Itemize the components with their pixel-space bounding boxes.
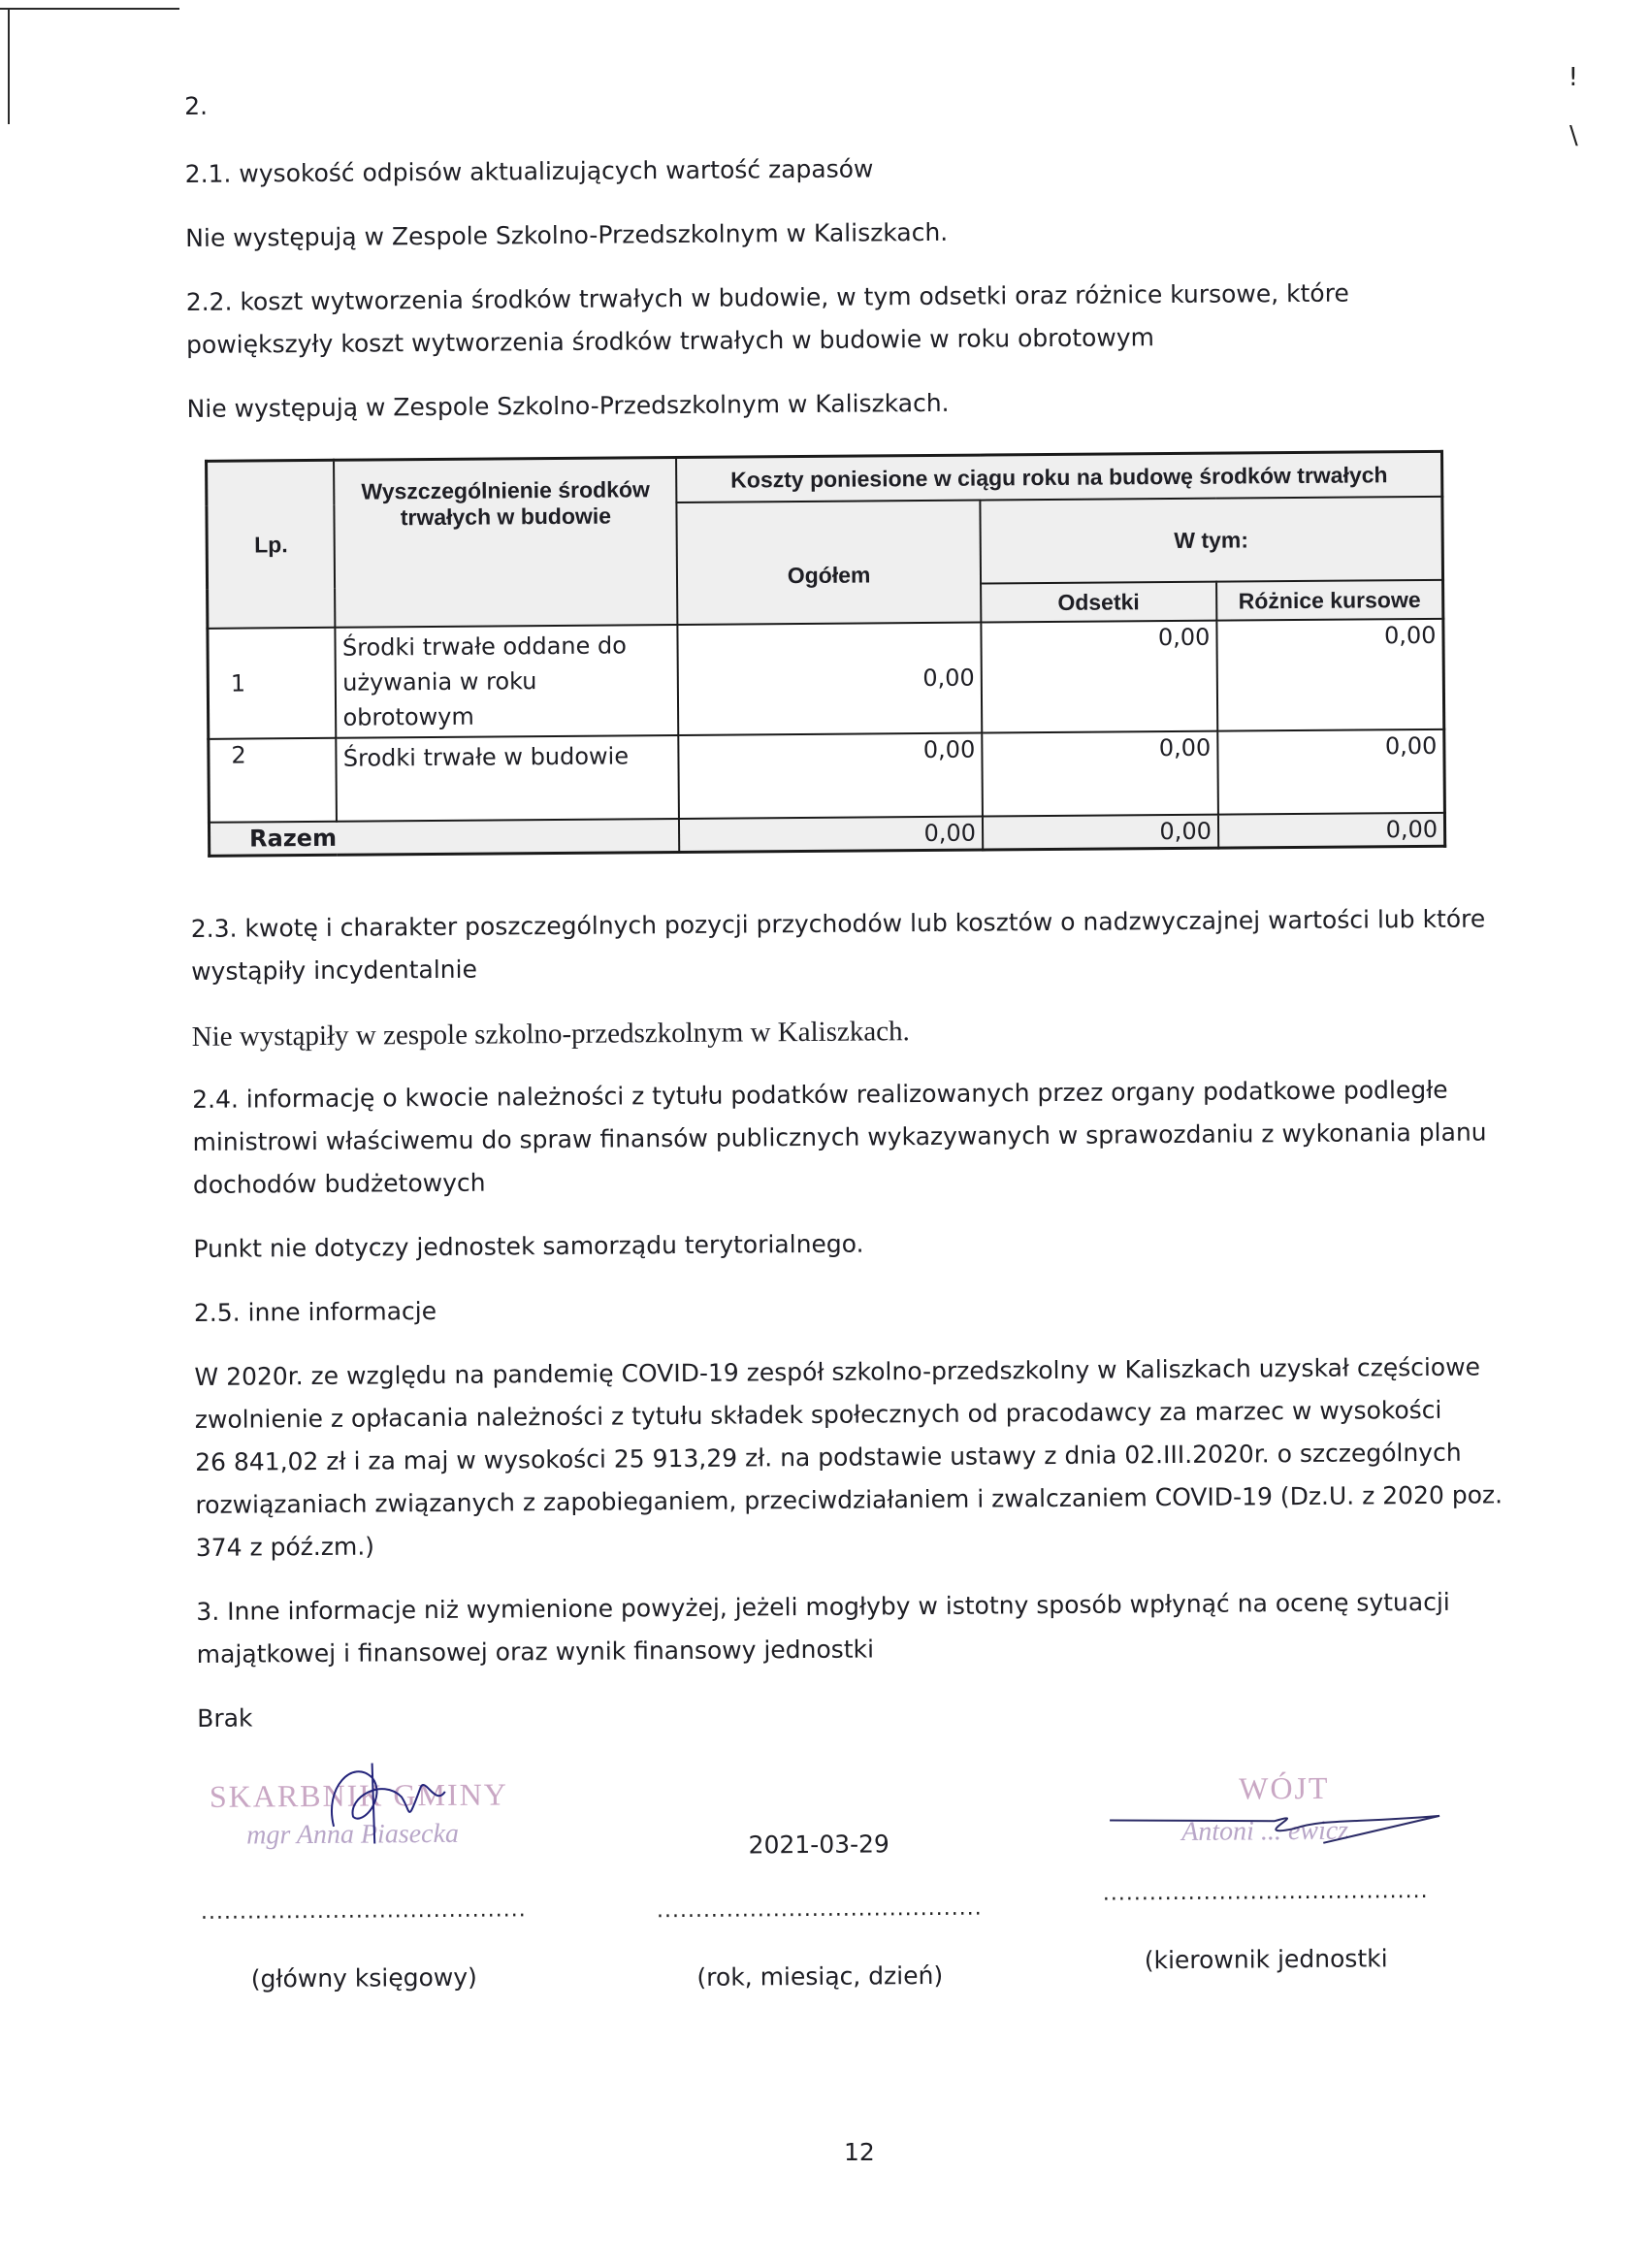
date-value: 2021-03-29 (748, 1830, 890, 1860)
signature-line-middle: .......................................... (656, 1895, 983, 1924)
header-costs: Koszty poniesione w ciągu roku na budowę środków trwałych (676, 451, 1441, 502)
table-row (208, 619, 1444, 739)
role-chief-accountant: (główny księgowy) (250, 1962, 477, 1993)
handwritten-signature-right (1081, 1789, 1449, 1850)
row-description-line: Środki trwałe oddane do (341, 632, 627, 662)
section-3-answer: Brak (197, 1703, 253, 1733)
row-description: Środki trwałe w budowie (337, 735, 680, 822)
row-total: 0,00 (679, 733, 983, 819)
total-label: Razem (209, 819, 679, 856)
row-description-line: używania w roku obrotowym (342, 667, 537, 731)
row-lp: 2 (209, 738, 338, 823)
signature-section (198, 1768, 1509, 2070)
scan-border-left (8, 8, 10, 124)
role-head-of-unit: (kierownik jednostki (1144, 1944, 1388, 1975)
header-total: Ogółem (677, 501, 981, 625)
scan-marks: ǃ \ (1569, 63, 1578, 150)
section-2-3-title-line-2: wystąpiły incydentalnie (191, 955, 477, 986)
section-2-1-title: 2.1. wysokość odpisów aktualizujących wartość zapasów (184, 154, 874, 188)
section-2-4-title-line-3: dochodów budżetowych (192, 1168, 486, 1199)
header-including: W tym: (980, 497, 1442, 584)
section-2-5-text-line: rozwiązaniach związanych z zapobieganiem, przeciwdziałaniem i zwalczaniem COVID-19 (Dz.U. z 2020 poz. (195, 1480, 1504, 1519)
row-total: 0,00 (678, 623, 982, 735)
section-2-2-title-line-1: 2.2. koszt wytworzenia środków trwałych w budowie, w tym odsetki oraz różnice kursowe, które (185, 278, 1349, 316)
stamp-chief-accountant: SKARBNIK GMINY (209, 1776, 509, 1814)
header-lp: Lp. (207, 460, 336, 629)
section-2-4-answer: Punkt nie dotyczy jednostek samorządu terytorialnego. (193, 1229, 864, 1263)
section-2-3-title-line-1: 2.3. kwotę i charakter poszczególnych pozycji przychodów lub kosztów o nadzwyczajnej wartości lub które (190, 904, 1486, 943)
section-2-2-title-line-2: powiększyły koszt wytworzenia środków trwałych w budowie w roku obrotowym (185, 323, 1155, 359)
row-description (336, 625, 679, 738)
total-interest: 0,00 (983, 815, 1218, 850)
construction-costs-table (205, 450, 1446, 858)
signature-date (654, 1773, 986, 1993)
page-number: 12 (844, 2138, 875, 2166)
signature-line-left: .......................................... (200, 1897, 527, 1925)
section-heading: 2. (184, 91, 209, 120)
row-lp: 1 (208, 628, 337, 739)
stamp-head-of-unit-name: Antoni ... ewicz (1181, 1815, 1349, 1847)
signature-head-of-unit (1100, 1769, 1432, 1975)
table-row (209, 729, 1445, 823)
signature-line-right: .......................................... (1102, 1878, 1429, 1906)
section-3-title-line-2: majątkowej i finansowej oraz wynik finansowy jednostki (196, 1635, 875, 1669)
role-date: (rok, miesiąc, dzień) (696, 1960, 944, 1992)
section-2-3-answer: Nie wystąpiły w zespole szkolno-przedszkolnym w Kaliszkach. (191, 1016, 910, 1053)
section-2-5-text-line: W 2020r. ze względu na pandemię COVID-19 zespół szkolno-przedszkolny w Kaliszkach uzyskał częściowe (194, 1352, 1481, 1391)
section-2-5-text-line: zwolnienie z opłacania należności z tytułu składek społecznych od pracodawcy za marzec w wysokości (194, 1395, 1442, 1434)
row-interest: 0,00 (981, 621, 1217, 733)
section-2-4-title-line-1: 2.4. informację o kwocie należności z tytułu podatków realizowanych przez organy podatkowe podległe (192, 1075, 1448, 1114)
section-3-title-line-1: 3. Inne informacje niż wymienione powyżej, jeżeli mogłyby w istotny sposób wpłynąć na ocenę sytuacji (196, 1587, 1450, 1626)
section-2-4-title-line-2: ministrowi właściwemu do spraw finansów publicznych wykazywanych w sprawozdaniu z wykonania planu (192, 1118, 1487, 1156)
section-2-1-answer: Nie występują w Zespole Szkolno-Przedszkolnym w Kaliszkach. (185, 217, 949, 252)
header-fx-differences: Różnice kursowe (1216, 580, 1443, 621)
section-2-5-text-line: 374 z póź.zm.) (195, 1532, 375, 1562)
signature-chief-accountant (198, 1776, 530, 1993)
document-body (184, 75, 1509, 2070)
header-interest: Odsetki (981, 582, 1216, 623)
total-total: 0,00 (679, 817, 983, 853)
row-fx: 0,00 (1216, 619, 1444, 731)
section-2-2-answer: Nie występują w Zespole Szkolno-Przedszkolnym w Kaliszkach. (186, 388, 950, 423)
section-2-5-title: 2.5. inne informacje (193, 1296, 437, 1327)
stamp-head-of-unit: WÓJT (1239, 1769, 1330, 1806)
scan-border-top (0, 8, 179, 10)
header-description: Wyszczególnienie środków trwałych w budowie (334, 458, 677, 628)
stamp-chief-accountant-name: mgr Anna Piasecka (246, 1818, 460, 1851)
section-2-5-text-line: 26 841,02 zł i za maj w wysokości 25 913,29 zł. na podstawie ustawy z dnia 02.III.2020r. o szczególnych (195, 1438, 1462, 1476)
total-fx: 0,00 (1218, 813, 1445, 848)
row-fx: 0,00 (1217, 729, 1444, 815)
row-interest: 0,00 (982, 731, 1218, 817)
handwritten-signature-left (314, 1758, 470, 1846)
